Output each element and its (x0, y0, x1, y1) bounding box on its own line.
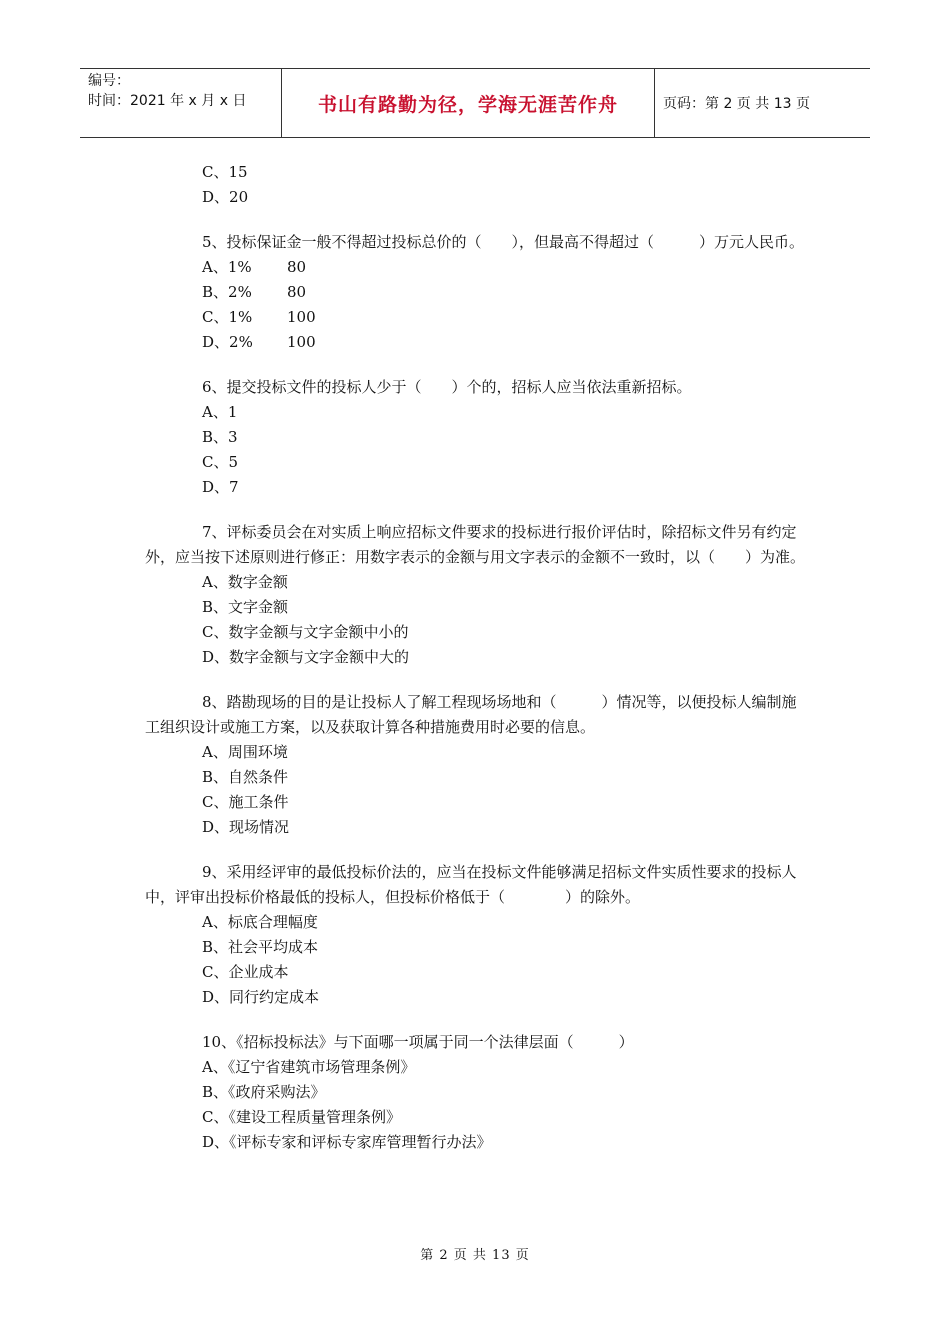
option: B、《政府采购法》 (202, 1083, 326, 1101)
option: A、周围环境 (202, 743, 288, 761)
option: A、1% 80 (202, 258, 307, 276)
option: D、现场情况 (202, 818, 290, 836)
option: D、20 (202, 188, 249, 206)
option: C、企业成本 (202, 963, 289, 981)
option: B、自然条件 (202, 768, 289, 786)
option: D、《评标专家和评标专家库管理暂行办法》 (202, 1133, 492, 1151)
option: B、文字金额 (202, 598, 289, 616)
time-label: 时间：2021 年 x 月 x 日 (88, 93, 247, 109)
option: B、2% 80 (202, 283, 307, 301)
option: B、3 (202, 428, 238, 446)
option: A、标底合理幅度 (202, 913, 318, 931)
header-motto: 书山有路勤为径，学海无涯苦作舟 (282, 69, 655, 137)
option: D、同行约定成本 (202, 988, 320, 1006)
question-6: 6、提交投标文件的投标人少于（ ）个的，招标人应当依法重新招标。 (202, 378, 692, 396)
option: D、7 (202, 478, 239, 496)
option: C、5 (202, 453, 239, 471)
question-10: 10、《招标投标法》与下面哪一项属于同一个法律层面（ ） (202, 1033, 634, 1051)
option: C、《建设工程质量管理条例》 (202, 1108, 401, 1126)
option: C、15 (202, 163, 248, 181)
option: B、社会平均成本 (202, 938, 319, 956)
option: D、2% 100 (202, 333, 316, 351)
header-page-info: 页码：第 2 页 共 13 页 (663, 96, 810, 112)
question-9: 9、采用经评审的最低投标价法的，应当在投标文件能够满足招标文件实质性要求的投标人中，评审出投标价格最低的投标人，但投标价格低于（ ）的除外。 (145, 863, 797, 906)
option: C、1% 100 (202, 308, 316, 326)
question-5: 5、投标保证金一般不得超过投标总价的（ ），但最高不得超过（ ）万元人民币。 (202, 233, 805, 251)
question-7: 7、评标委员会在对实质上响应招标文件要求的投标进行报价评估时，除招标文件另有约定外，应当按下述原则进行修正：用数字表示的金额与用文字表示的金额不一致时，以（ ）为准。 (145, 523, 806, 566)
option: D、数字金额与文字金额中大的 (202, 648, 410, 666)
document-body (145, 160, 805, 1155)
option: A、1 (202, 403, 238, 421)
option: A、《辽宁省建筑市场管理条例》 (202, 1058, 416, 1076)
number-label: 编号： (88, 73, 130, 89)
option: A、数字金额 (202, 573, 288, 591)
option: C、数字金额与文字金额中小的 (202, 623, 409, 641)
question-8: 8、踏勘现场的目的是让投标人了解工程现场场地和（ ）情况等，以便投标人编制施工组织设计或施工方案，以及获取计算各种措施费用时必要的信息。 (145, 693, 797, 736)
header-meta (80, 69, 282, 137)
page-footer: 第 2 页 共 13 页 (420, 1248, 530, 1263)
option: C、施工条件 (202, 793, 289, 811)
page-header (80, 68, 870, 138)
